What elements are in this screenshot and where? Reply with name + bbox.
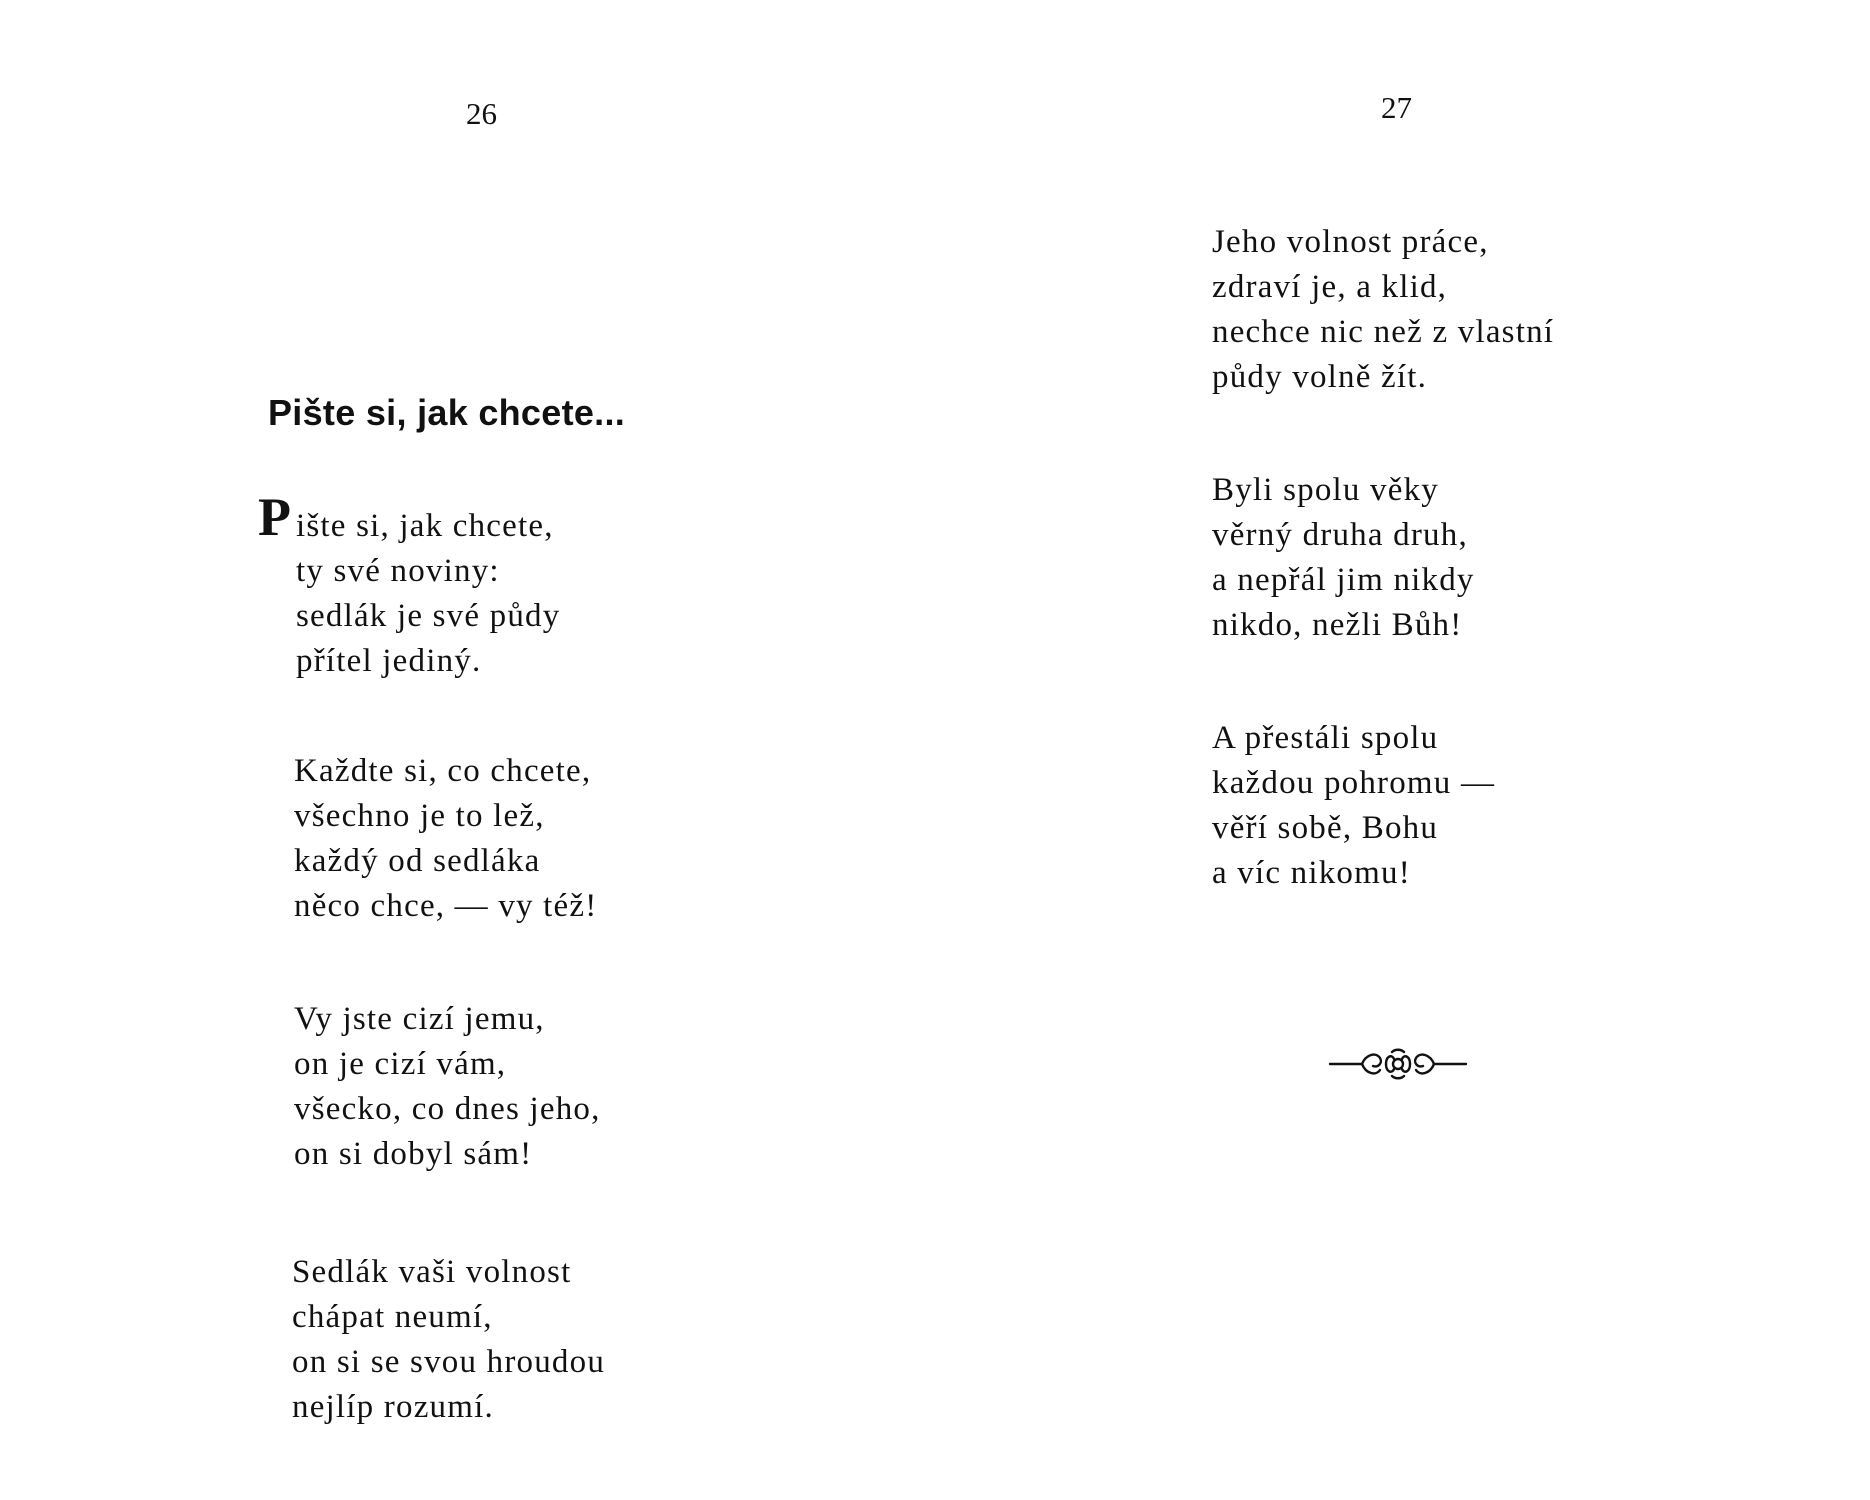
stanza (292, 1250, 605, 1430)
verse-line: přítel jediný. (296, 643, 482, 679)
stanza (294, 749, 597, 929)
stanza (1212, 468, 1475, 648)
verse-line: Každte si, co chcete, (294, 753, 592, 789)
poem-title: Pište si, jak chcete... (268, 392, 626, 433)
stanza (1212, 716, 1495, 896)
verse-line: věrný druha druh, (1212, 517, 1468, 553)
verse-line: nechce nic než z vlastní (1212, 314, 1555, 350)
page-number: 26 (466, 96, 497, 131)
verse-line: Sedlák vaši volnost (292, 1254, 572, 1290)
page-number: 27 (1381, 90, 1412, 125)
verse-line (258, 487, 560, 549)
verse-line: všechno je to lež, (294, 798, 545, 834)
verse-line: věří sobě, Bohu (1212, 810, 1439, 846)
verse-line: nejlíp rozumí. (292, 1389, 494, 1425)
verse-line: chápat neumí, (292, 1299, 493, 1335)
verse-line: Vy jste cizí jemu, (294, 1001, 545, 1037)
verse-line-text: ište si, jak chcete, (296, 508, 554, 544)
verse-line: půdy volně žít. (1212, 359, 1428, 395)
verse-line: Byli spolu věky (1212, 472, 1440, 508)
verse-line: Jeho volnost práce, (1212, 224, 1489, 260)
right-page (935, 0, 1870, 1500)
verse-line: každou pohromu — (1212, 765, 1496, 801)
verse-line: všecko, co dnes jeho, (294, 1091, 601, 1127)
verse-line: a víc nikomu! (1212, 855, 1411, 891)
stanza (258, 487, 561, 684)
drop-cap: P (258, 487, 293, 547)
stanza (1212, 220, 1554, 400)
verse-line: on si dobyl sám! (294, 1136, 533, 1172)
verse-line: on si se svou hroudou (292, 1344, 606, 1380)
verse-line: nikdo, nežli Bůh! (1212, 607, 1463, 643)
verse-line: ty své noviny: (296, 553, 500, 589)
verse-line: A přestáli spolu (1212, 720, 1439, 756)
verse-line: on je cizí vám, (294, 1046, 507, 1082)
verse-line: každý od sedláka (294, 843, 541, 879)
verse-line: něco chce, — vy též! (294, 888, 598, 924)
verse-line: a nepřál jim nikdy (1212, 562, 1475, 598)
verse-line: zdraví je, a klid, (1212, 269, 1448, 305)
verse-line: sedlák je své půdy (296, 598, 561, 634)
fleuron-ornament-icon (1328, 1046, 1468, 1082)
stanza (294, 997, 601, 1177)
